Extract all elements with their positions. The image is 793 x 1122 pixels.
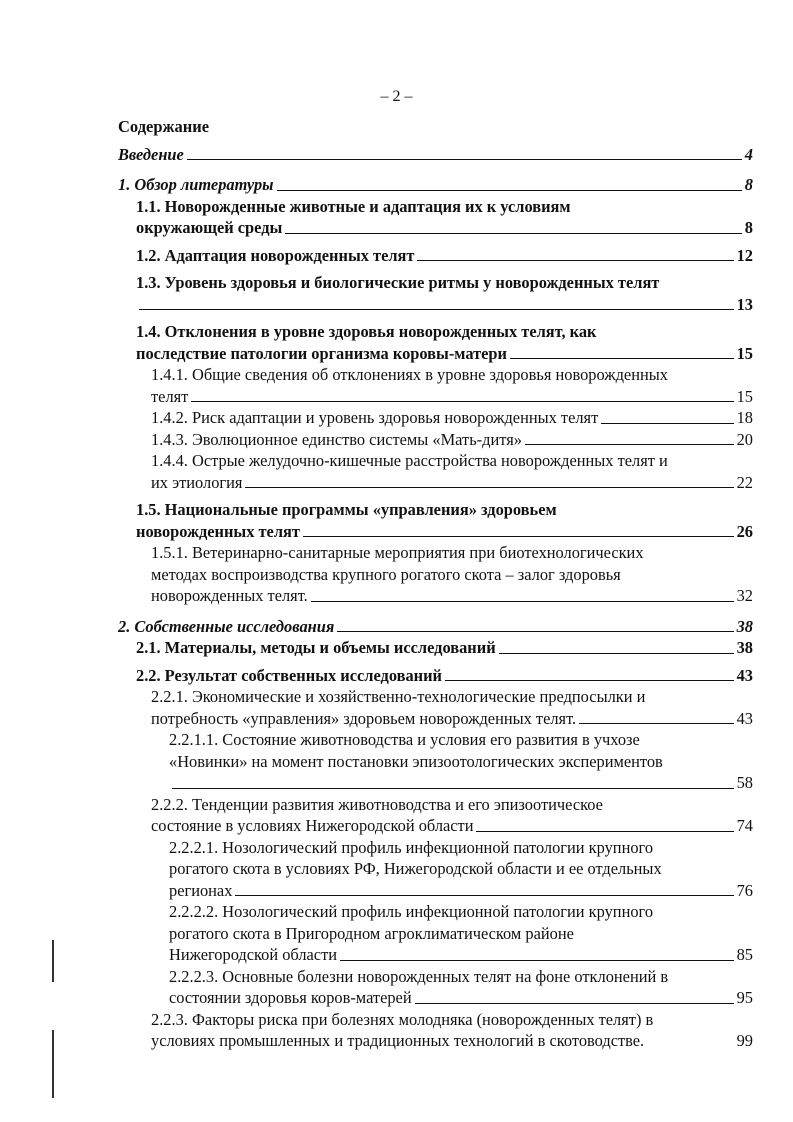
toc-entry-line: 1.5. Национальные программы «управления» здоровьем <box>136 500 557 519</box>
toc-leader-line <box>172 788 734 789</box>
toc-entry <box>118 450 753 493</box>
toc-entry-line: телят <box>151 386 189 406</box>
toc-entry-line: 1.3. Уровень здоровья и биологические ритмы у новорожденных телят <box>136 273 660 292</box>
toc-entry-line: 2.2. Результат собственных исследований <box>136 665 442 685</box>
toc-page-number: 58 <box>736 773 753 792</box>
toc-leader-line <box>191 401 733 402</box>
toc-entry-line: 2.2.2.1. Нозологический профиль инфекционной патологии крупного <box>169 837 654 857</box>
toc-entry-line: окружающей среды <box>136 218 283 237</box>
toc-page-number: 20 <box>736 429 753 449</box>
toc-entry-line: 2.2.3. Факторы риска при болезнях молодняка (новорожденных телят) в <box>151 1009 654 1029</box>
toc-leader-line <box>340 960 734 961</box>
toc-leader-line <box>245 487 733 488</box>
toc-entry-line: 2.2.2.3. Основные болезни новорожденных телят на фоне отклонений в <box>169 966 669 986</box>
toc-leader-line <box>579 723 734 724</box>
toc-entry-line: 2.2.1.1. Состояние животноводства и условия его развития в учхозе <box>169 730 640 749</box>
toc-entry-line: методах воспроизводства крупного рогатого скота – залог здоровья <box>151 564 621 584</box>
toc-entry <box>118 665 753 687</box>
toc-page-number: 95 <box>736 988 753 1007</box>
toc-entry-line: 2.1. Материалы, методы и объемы исследований <box>136 638 496 657</box>
toc-entry-line: 1.4. Отклонения в уровне здоровья новорожденных телят, как <box>136 322 597 341</box>
toc-entry-line: 1.5.1. Ветеринарно-санитарные мероприятия при биотехнологических <box>151 543 644 562</box>
toc-entry <box>118 272 753 315</box>
toc-leader-line <box>187 159 742 160</box>
toc-entry <box>118 499 753 542</box>
scan-artifact-mark <box>52 1030 54 1098</box>
toc-entry-line: «Новинки» на момент постановки эпизоотологических экспериментов <box>169 751 663 771</box>
toc-entry-line: новорожденных телят. <box>151 586 308 605</box>
toc-page-number: 26 <box>736 521 753 541</box>
toc-page-number: 13 <box>736 294 753 314</box>
toc-page-number: 8 <box>744 175 753 194</box>
toc-leader-line <box>139 309 734 310</box>
toc-page-number: 38 <box>736 616 753 636</box>
toc-entry <box>118 637 753 659</box>
page-number: – 2 – <box>380 88 413 105</box>
toc-leader-line <box>417 260 733 261</box>
toc-entry-line: Введение <box>118 144 184 164</box>
toc-entry <box>118 837 753 902</box>
toc-entry-line: 1.4.1. Общие сведения об отклонениях в уровне здоровья новорожденных <box>151 365 668 384</box>
toc-entry <box>118 364 753 407</box>
toc-entry <box>118 429 753 451</box>
scan-artifact-mark <box>52 940 54 982</box>
toc-entry-line: 2.2.2. Тенденции развития животноводства и его эпизоотическое <box>151 794 603 814</box>
toc-page-number: 74 <box>736 816 753 835</box>
toc-entry <box>118 616 753 638</box>
toc-entry-line: 2.2.1. Экономические и хозяйственно-технологические предпосылки и <box>151 687 646 706</box>
toc-entry-line: 2. Собственные исследования <box>118 616 335 636</box>
toc-entry-line: Нижегородской области <box>169 945 338 964</box>
toc-entry-line: 1.2. Адаптация новорожденных телят <box>136 245 415 265</box>
toc-entry <box>118 794 753 837</box>
toc-entry <box>118 542 753 607</box>
toc-leader-line <box>285 233 741 234</box>
toc-leader-line <box>601 423 733 424</box>
toc-entry-line: состояние в условиях Нижегородской области <box>151 816 474 835</box>
toc-page-number: 76 <box>736 880 753 900</box>
toc-page-number: 15 <box>736 343 753 363</box>
toc-page-number: 15 <box>736 386 753 406</box>
toc-entry-line: новорожденных телят <box>136 521 300 541</box>
toc-entry <box>118 1009 753 1052</box>
toc-entry-line: 1.4.3. Эволюционное единство системы «Мать-дитя» <box>151 429 522 449</box>
toc-leader-line <box>499 653 734 654</box>
toc-page-number: 38 <box>736 638 753 657</box>
toc-title: Содержание <box>118 117 210 136</box>
toc-entries <box>118 144 753 1052</box>
toc-entry <box>118 901 753 966</box>
toc-entry-line: состоянии здоровья коров-матерей <box>169 988 412 1007</box>
toc-entry-line: 1.4.2. Риск адаптации и уровень здоровья новорожденных телят <box>151 408 599 427</box>
toc-entry <box>118 321 753 364</box>
toc-page-number: 22 <box>736 472 753 492</box>
toc-leader-line <box>510 358 734 359</box>
toc-leader-line <box>277 190 742 191</box>
toc-entry <box>118 729 753 794</box>
toc-entry-line: регионах <box>169 880 233 900</box>
toc-entry <box>118 196 753 239</box>
toc-entry <box>118 174 753 196</box>
toc-entry-line: потребность «управления» здоровьем новорожденных телят. <box>151 708 577 728</box>
table-of-contents <box>118 116 753 1052</box>
toc-entry <box>118 245 753 267</box>
toc-entry-line: 2.2.2.2. Нозологический профиль инфекционной патологии крупного <box>169 902 654 921</box>
toc-entry-line: 1. Обзор литературы <box>118 175 274 194</box>
toc-leader-line <box>525 444 734 445</box>
toc-entry-line: рогатого скота в условиях РФ, Нижегородской области и ее отдельных <box>169 859 662 878</box>
toc-entry-line: 1.1. Новорожденные животные и адаптация их к условиям <box>136 196 571 216</box>
toc-entry-line: 1.4.4. Острые желудочно-кишечные расстройства новорожденных телят и <box>151 451 668 470</box>
toc-entry <box>118 407 753 429</box>
toc-entry-line: условиях промышленных и традиционных технологий в скотоводстве. <box>151 1031 645 1050</box>
toc-page-number: 12 <box>736 245 753 265</box>
toc-entry-line: их этиология <box>151 472 243 492</box>
toc-page-number: 32 <box>736 586 753 605</box>
toc-page-number: 43 <box>736 665 753 685</box>
toc-page-number: 8 <box>744 218 753 237</box>
toc-leader-line <box>445 680 734 681</box>
toc-entry <box>118 686 753 729</box>
toc-leader-line <box>337 631 733 632</box>
toc-leader-line <box>235 895 733 896</box>
toc-entry <box>118 144 753 166</box>
toc-entry-line: рогатого скота в Пригородном агроклиматическом районе <box>169 923 574 943</box>
toc-leader-line <box>476 831 733 832</box>
toc-page-number: 99 <box>736 1031 753 1050</box>
toc-page-number: 4 <box>744 144 753 164</box>
toc-page-number: 43 <box>736 708 753 728</box>
toc-page-number: 18 <box>736 408 753 427</box>
toc-leader-line <box>303 536 734 537</box>
toc-entry <box>118 966 753 1009</box>
toc-leader-line <box>311 601 734 602</box>
toc-entry-line: последствие патологии организма коровы-матери <box>136 343 507 363</box>
toc-page-number: 85 <box>736 945 753 964</box>
toc-leader-line <box>415 1003 734 1004</box>
